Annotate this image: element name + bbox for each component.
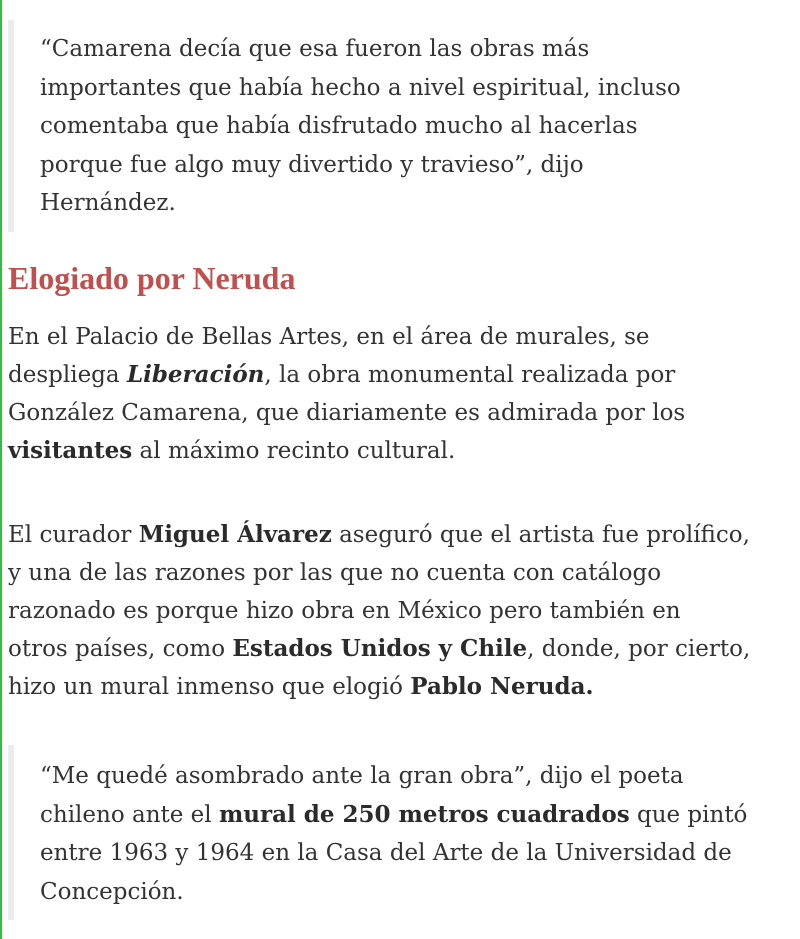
text-run: despliega: [8, 362, 127, 388]
text-line: [8, 432, 778, 470]
emphasis-liberacion: Liberación: [126, 361, 265, 388]
quote-line: “Me quedé asombrado ante la gran obra”, dijo el poeta: [40, 763, 684, 789]
text-line: En el Palacio de Bellas Artes, en el área de murales, se: [8, 324, 650, 350]
text-line: [8, 668, 778, 706]
bold-mural-250: mural de 250 metros cuadrados: [218, 800, 630, 828]
paragraph-bellas-artes: [8, 318, 778, 470]
text-run: , donde, por cierto,: [527, 636, 751, 662]
text-run: otros países, como: [8, 636, 233, 662]
section-heading: Elogiado por Neruda: [8, 260, 296, 296]
quote-line: comentaba que había disfrutado mucho al hacerlas: [40, 113, 638, 139]
text-run: que pintó: [629, 801, 748, 828]
text-run: al máximo recinto cultural.: [132, 438, 456, 464]
text-line: [8, 356, 778, 394]
text-line: y una de las razones por las que no cuenta con catálogo: [8, 560, 662, 586]
page-edge-line: [0, 0, 2, 939]
quote-line: porque fue algo muy divertido y travieso”, dijo: [40, 151, 584, 178]
quote-line: importantes que había hecho a nivel espiritual, incluso: [40, 74, 681, 101]
text-run: aseguró que el artista fue prolífico,: [331, 522, 750, 548]
text-run: El curador: [8, 522, 139, 548]
bold-pablo-neruda: Pablo Neruda.: [410, 673, 594, 700]
text-line: González Camarena, que diariamente es admirada por los: [8, 400, 686, 426]
text-line: [8, 630, 778, 668]
text-run: , la obra monumental realizada por: [264, 362, 676, 388]
bold-estados-unidos-chile: Estados Unidos y Chile: [232, 635, 528, 662]
quote-line: [40, 796, 768, 835]
text-run: chileno ante el: [40, 801, 219, 828]
bold-visitantes: visitantes: [8, 437, 133, 464]
quote-line: entre 1963 y 1964 en la Casa del Arte de la Universidad de: [40, 840, 732, 866]
blockquote-neruda: [8, 745, 768, 920]
quote-line: “Camarena decía que esa fueron las obras más: [40, 36, 590, 62]
quote-line: Hernández.: [40, 190, 176, 216]
blockquote-camarena: [8, 20, 768, 232]
text-line: razonado es porque hizo obra en México pero también en: [8, 598, 681, 624]
bold-miguel-alvarez: Miguel Álvarez: [138, 521, 332, 548]
text-line: [8, 516, 778, 554]
quote-line: Concepción.: [40, 878, 184, 905]
text-run: hizo un mural inmenso que elogió: [8, 674, 411, 700]
paragraph-curador: [8, 516, 778, 706]
